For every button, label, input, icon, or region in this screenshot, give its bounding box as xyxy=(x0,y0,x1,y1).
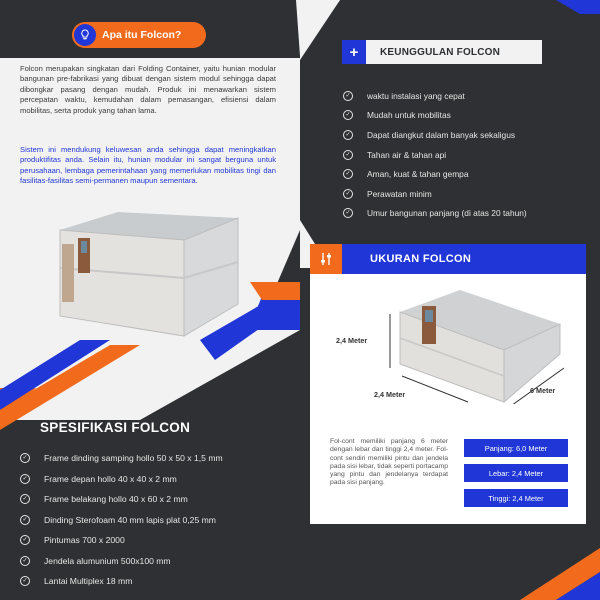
list-item: ✓ Perawatan minim xyxy=(343,184,527,204)
check-icon: ✓ xyxy=(343,110,353,120)
list-item: ✓ Tahan air & tahan api xyxy=(343,145,527,165)
list-item: ✓ Frame belakang hollo 40 x 60 x 2 mm xyxy=(20,489,223,510)
list-item: ✓ Pintumas 700 x 2000 xyxy=(20,530,223,551)
list-item: ✓ Jendela alumunium 500x100 mm xyxy=(20,551,223,572)
check-icon: ✓ xyxy=(343,91,353,101)
width-label: 2,4 Meter xyxy=(374,390,406,399)
keunggulan-header xyxy=(342,40,542,64)
list-item: ✓ Dapat diangkut dalam banyak sekaligus xyxy=(343,125,527,145)
container-illustration xyxy=(48,208,248,338)
list-item: ✓ Lantai Multiplex 18 mm xyxy=(20,571,223,592)
keunggulan-list xyxy=(343,86,527,223)
spec-pill-tinggi: Tinggi: 2,4 Meter xyxy=(464,489,568,507)
sliders-icon xyxy=(310,244,342,274)
list-item: ✓ Frame depan hollo 40 x 40 x 2 mm xyxy=(20,469,223,490)
list-item: ✓ Frame dinding samping hollo 50 x 50 x 1,5 mm xyxy=(20,448,223,469)
check-icon: ✓ xyxy=(20,474,30,484)
check-icon: ✓ xyxy=(343,208,353,218)
intro-paragraph-blue: Sistem ini mendukung keluwesan anda sehingga dapat meningkatkan produktifitas anda. Selain itu, hunian modular ini sangat berguna untuk perusahaan, lembaga pemerintahaan yang memerlukan mobilitas tingi dan fasilitas-fasilitas semi-permanen maupun sementara. xyxy=(20,145,276,186)
plus-icon: + xyxy=(342,40,366,64)
check-icon: ✓ xyxy=(20,453,30,463)
badge-label: Apa itu Folcon? xyxy=(102,29,182,41)
check-icon: ✓ xyxy=(343,150,353,160)
check-icon: ✓ xyxy=(20,535,30,545)
check-icon: ✓ xyxy=(343,189,353,199)
spec-pill-panjang: Panjang: 6,0 Meter xyxy=(464,439,568,457)
check-icon: ✓ xyxy=(20,576,30,586)
check-icon: ✓ xyxy=(20,556,30,566)
intro-badge xyxy=(72,22,206,48)
list-item: ✓ Aman, kuat & tahan gempa xyxy=(343,164,527,184)
check-icon: ✓ xyxy=(343,169,353,179)
list-item: ✓ waktu instalasi yang cepat xyxy=(343,86,527,106)
spesifikasi-title: SPESIFIKASI FOLCON xyxy=(40,420,191,435)
intro-paragraph: Folcon merupakan singkatan dari Folding Container, yaitu hunian modular bangunan pre-fabrikasi yang dibuat dengan sistem modul sehingga dapat dibongkar pasang dengan mudah. Produk ini menawarkan sistem percepatan waktu, kemudahan dalam pemasangan, efisiensi dalam mobilitas, serta produk yang tahan lama. xyxy=(20,64,276,115)
length-label: 6 Meter xyxy=(530,386,556,395)
list-item: ✓ Mudah untuk mobilitas xyxy=(343,106,527,126)
bulb-icon xyxy=(74,24,96,46)
list-item: ✓ Umur bangunan panjang (di atas 20 tahun) xyxy=(343,204,527,224)
check-icon: ✓ xyxy=(20,494,30,504)
check-icon: ✓ xyxy=(20,515,30,525)
height-label: 2,4 Meter xyxy=(336,336,368,345)
ukuran-title: UKURAN FOLCON xyxy=(370,253,472,265)
spec-pill-lebar: Lebar: 2,4 Meter xyxy=(464,464,568,482)
keunggulan-title: KEUNGGULAN FOLCON xyxy=(380,46,501,58)
spesifikasi-list xyxy=(20,448,223,592)
ukuran-description: Fol-cont memiliki panjang 6 meter dengan lebar dan tinggi 2,4 meter. Fol-cont sendiri memiliki pintu dan jendela pada sisi lebar, tidak seperti portacamp yang pintu dan jendelanya terdapat pada sisi panjang. xyxy=(330,438,448,487)
check-icon: ✓ xyxy=(343,130,353,140)
list-item: ✓ Dinding Sterofoam 40 mm lapis plat 0,25 mm xyxy=(20,510,223,531)
